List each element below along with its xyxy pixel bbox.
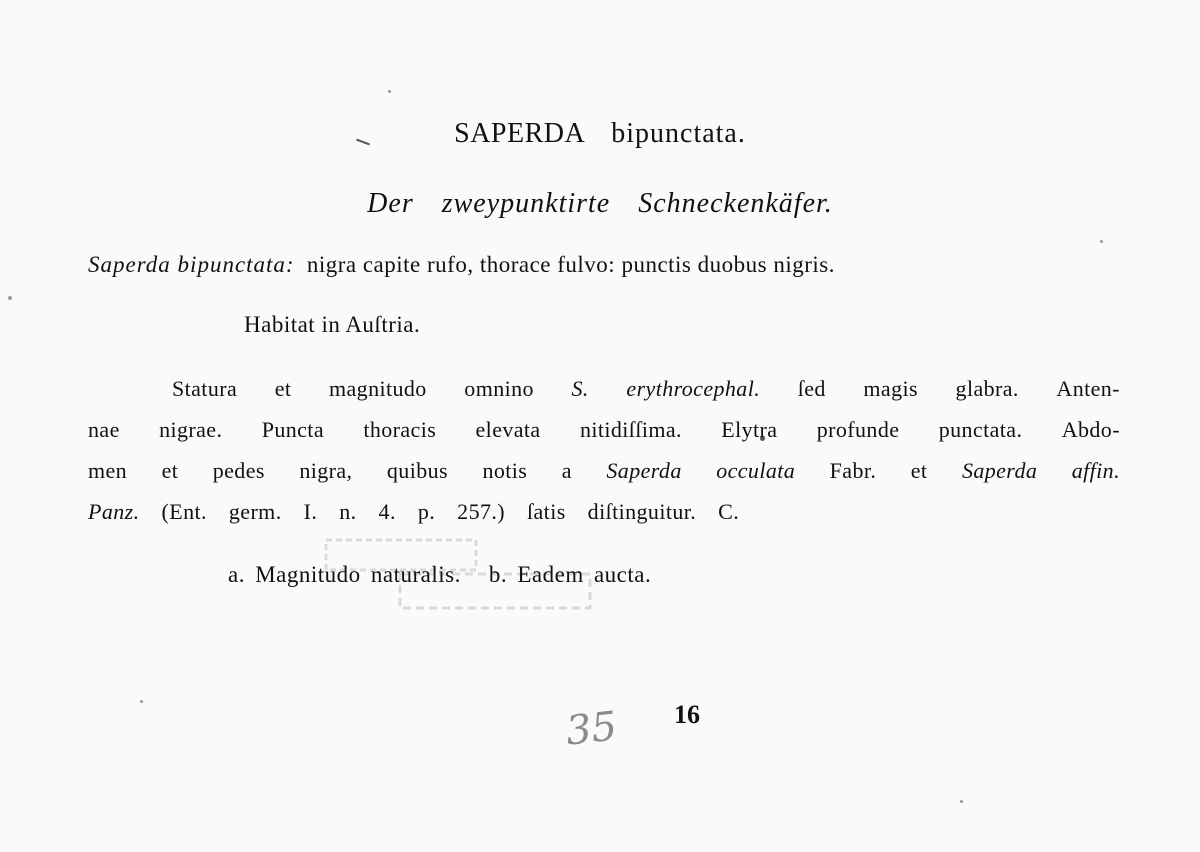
- word: 257.): [457, 499, 505, 524]
- habitat: Habitat in Auſtria.: [244, 312, 421, 337]
- diagnosis-name: Saperda bipunctata:: [88, 252, 295, 277]
- diagnosis-text: nigra capite rufo, thorace fulvo: punctis duobus nigris.: [306, 252, 835, 277]
- word: glabra.: [955, 376, 1019, 401]
- title-genus: SAPERDA: [454, 118, 586, 149]
- title-species: bipunctata.: [611, 118, 746, 149]
- word: ſed: [797, 376, 826, 401]
- word: I.: [303, 499, 318, 524]
- german-subtitle: Der zweypunktirte Schneckenkäfer.: [367, 188, 833, 219]
- word: et: [274, 376, 292, 401]
- word: thoracis: [363, 417, 437, 442]
- word: a: [561, 458, 572, 483]
- word: ſatis: [527, 499, 566, 524]
- word: Fabr.: [829, 458, 877, 483]
- word: Statura: [172, 376, 238, 401]
- scan-speck: [388, 90, 391, 93]
- word-italic: occulata: [716, 458, 796, 483]
- word: et: [161, 458, 179, 483]
- word-italic: Panz.: [88, 499, 140, 524]
- word: n.: [339, 499, 357, 524]
- word: nigrae.: [159, 417, 223, 442]
- scan-speck: [140, 700, 143, 703]
- scan-speck: [960, 800, 963, 803]
- word-italic: Saperda: [606, 458, 682, 483]
- word: notis: [482, 458, 528, 483]
- word: pedes: [212, 458, 265, 483]
- figure-caption: [228, 562, 651, 588]
- word-italic: affin.: [1071, 458, 1120, 483]
- page-title: [0, 118, 1200, 150]
- word: et: [910, 458, 928, 483]
- description: [88, 368, 1120, 532]
- word: nitidiſſima.: [579, 417, 682, 442]
- word: 4.: [378, 499, 396, 524]
- page-number: 16: [674, 700, 700, 729]
- word: magis: [863, 376, 918, 401]
- description-line-3: [88, 450, 1120, 491]
- description-line-1: [88, 368, 1120, 409]
- word: quibus: [386, 458, 448, 483]
- diagnosis: [88, 252, 835, 278]
- word: Abdo-: [1061, 417, 1120, 442]
- caption-b: b. Eadem aucta.: [488, 562, 652, 587]
- word: p.: [417, 499, 436, 524]
- word: diſtinguitur.: [587, 499, 697, 524]
- word: Elytra: [721, 417, 778, 442]
- scan-speck: [1100, 240, 1103, 243]
- word: profunde: [816, 417, 900, 442]
- caption-a: a. Magnitudo naturalis.: [228, 562, 461, 587]
- word: punctata.: [938, 417, 1023, 442]
- word: C.: [718, 499, 740, 524]
- word: germ.: [228, 499, 282, 524]
- word: elevata: [475, 417, 541, 442]
- word: nae: [88, 417, 120, 442]
- description-line-2: [88, 409, 1120, 450]
- word-italic: erythrocephal.: [626, 376, 761, 401]
- description-line-4: [88, 491, 1120, 532]
- word: magnitudo: [329, 376, 427, 401]
- scan-speck: [8, 296, 12, 300]
- word-italic: S.: [571, 376, 589, 401]
- word: Puncta: [261, 417, 324, 442]
- word: men: [88, 458, 128, 483]
- word: omnino: [464, 376, 534, 401]
- handwritten-number: 35: [563, 703, 620, 755]
- word: nigra,: [299, 458, 353, 483]
- word-italic: Saperda: [961, 458, 1038, 483]
- word: (Ent.: [161, 499, 207, 524]
- word: Anten-: [1056, 376, 1120, 401]
